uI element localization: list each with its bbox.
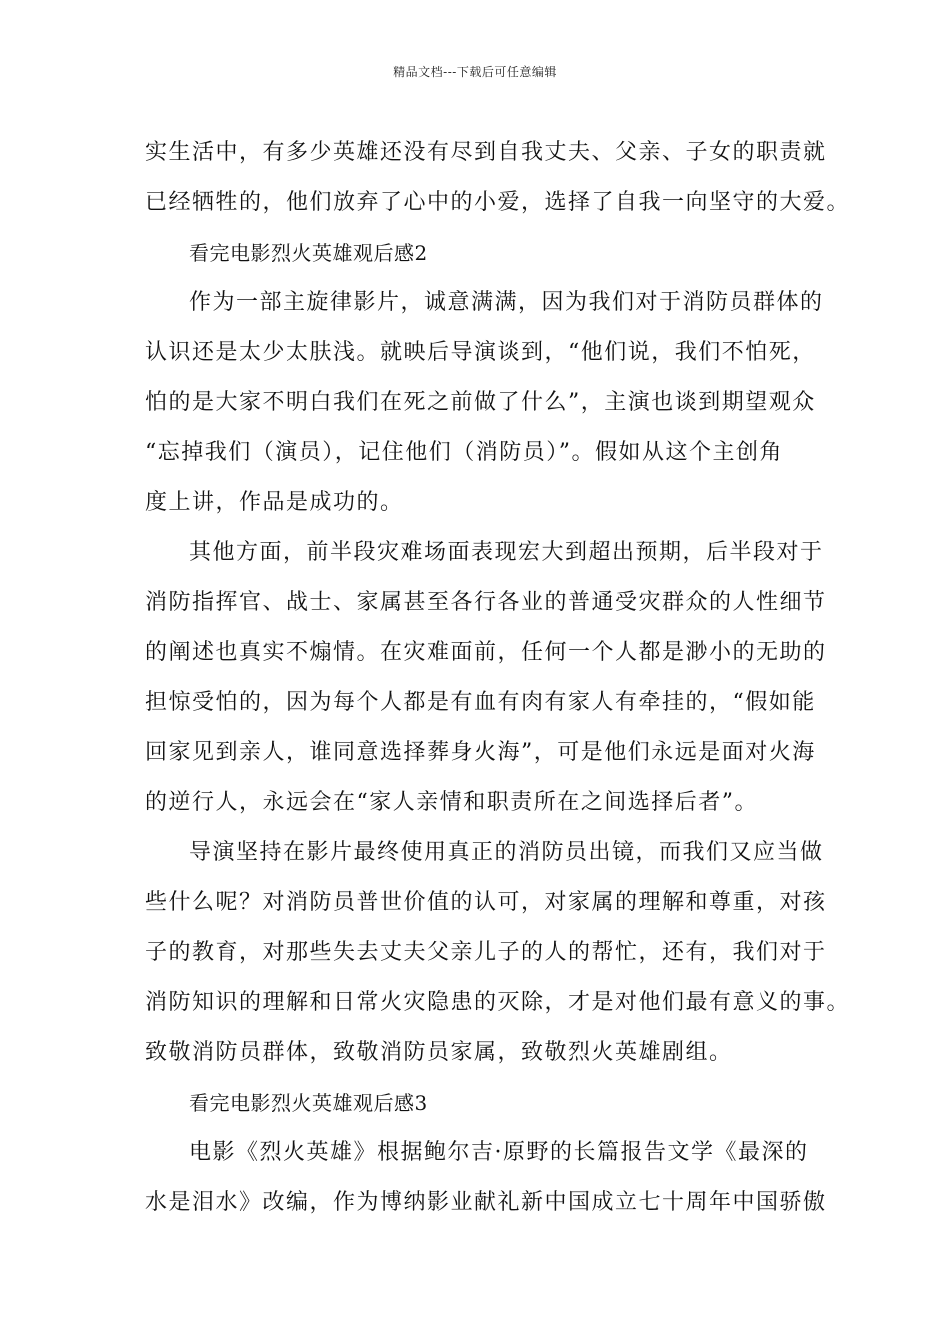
- section-heading: 看完电影烈火英雄观后感3: [189, 1091, 428, 1115]
- text-line: 致敬消防员群体，致敬消防员家属，致敬烈火英雄剧组。: [145, 1040, 733, 1065]
- page-header: 精品文档---下载后可任意编辑: [393, 65, 557, 79]
- text-line: 子的教育，对那些失去丈夫父亲儿子的人的帮忙，还有，我们对于: [145, 940, 827, 965]
- document-body: [145, 128, 851, 1228]
- text-line: 怕的是大家不明白我们在死之前做了什么”，主演也谈到期望观众: [145, 390, 816, 415]
- text-line: 些什么呢？对消防员普世价值的认可，对家属的理解和尊重，对孩: [145, 890, 827, 915]
- text-line: 水是泪水》改编，作为博纳影业献礼新中国成立七十周年中国骄傲: [145, 1190, 827, 1215]
- text-line: 度上讲，作品是成功的。: [145, 490, 404, 515]
- text-line: “忘掉我们（演员），记住他们（消防员）”。假如从这个主创角: [145, 440, 783, 465]
- text-line: 的阐述也真实不煽情。在灾难面前，任何一个人都是渺小的无助的: [145, 640, 827, 665]
- text-line: 认识还是太少太肤浅。就映后导演谈到，“他们说，我们不怕死，: [145, 340, 816, 365]
- text-line: 消防知识的理解和日常火灾隐患的灭除，才是对他们最有意义的事。: [145, 990, 851, 1015]
- text-line: 已经牺牲的，他们放弃了心中的小爱，选择了自我一向坚守的大爱。: [145, 190, 851, 215]
- text-line: 导演坚持在影片最终使用真正的消防员出镜，而我们又应当做: [189, 840, 824, 865]
- text-line: 实生活中，有多少英雄还没有尽到自我丈夫、父亲、子女的职责就: [145, 140, 827, 165]
- text-line: 担惊受怕的，因为每个人都是有血有肉有家人有牵挂的，“假如能: [145, 690, 816, 715]
- text-line: 消防指挥官、战士、家属甚至各行各业的普通受灾群众的人性细节: [145, 590, 827, 615]
- text-line: 回家见到亲人，谁同意选择葬身火海”，可是他们永远是面对火海: [145, 740, 816, 765]
- section-heading: 看完电影烈火英雄观后感2: [189, 241, 428, 265]
- text-line: 的逆行人，永远会在“家人亲情和职责所在之间选择后者”。: [145, 790, 758, 815]
- text-line: 电影《烈火英雄》根据鲍尔吉·原野的长篇报告文学《最深的: [189, 1140, 809, 1165]
- text-line: 作为一部主旋律影片，诚意满满，因为我们对于消防员群体的: [189, 290, 824, 315]
- text-line: 其他方面，前半段灾难场面表现宏大到超出预期，后半段对于: [189, 540, 824, 565]
